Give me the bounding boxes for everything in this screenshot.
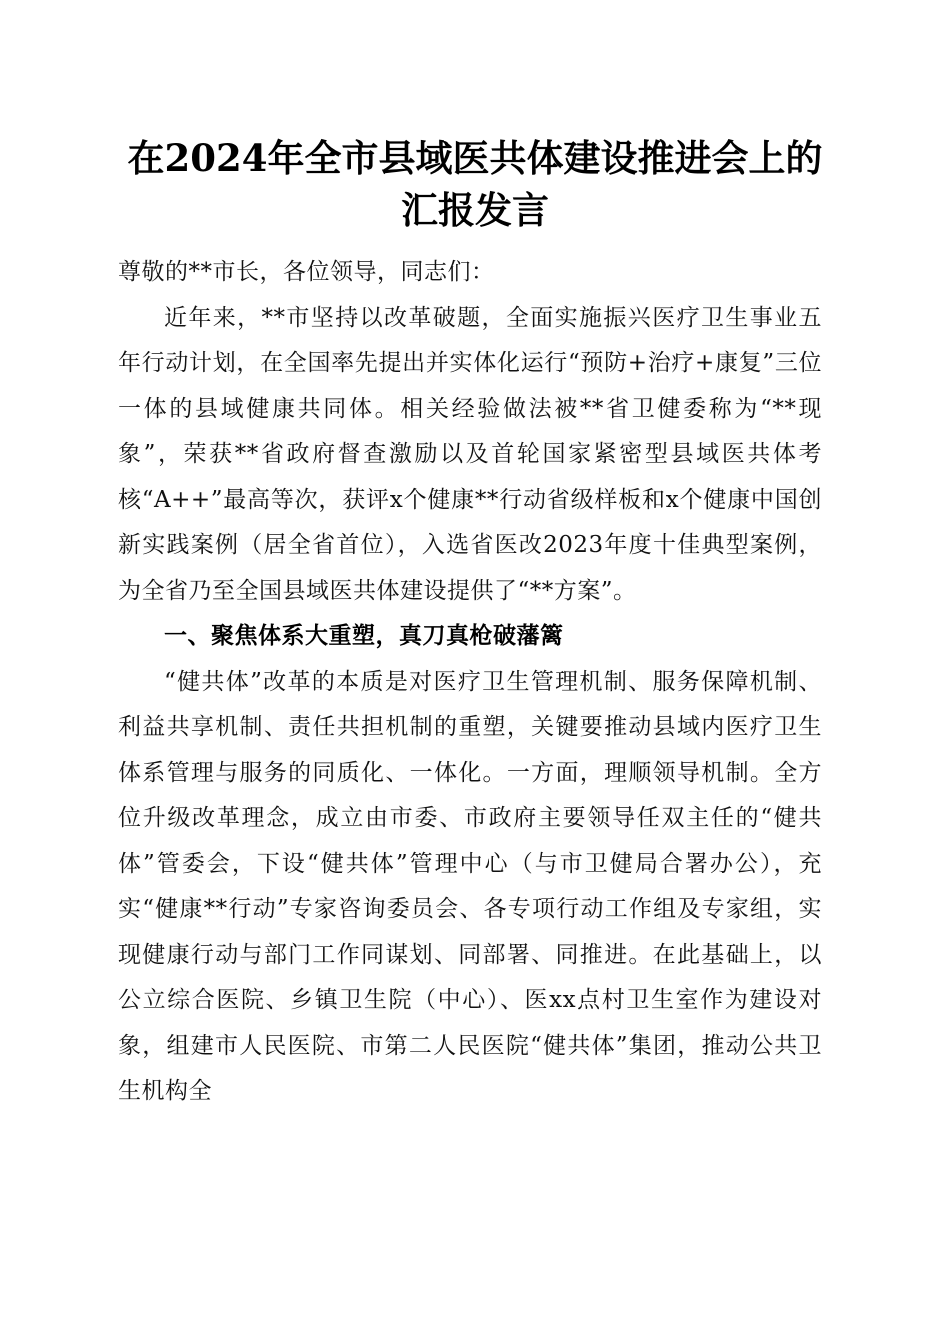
document-body	[118, 250, 822, 1115]
section-heading-1: 一、聚焦体系大重塑，真刀真枪破藩篱	[164, 623, 564, 649]
document-title: 在2024年全市县域医共体建设推进会上的汇报发言	[127, 136, 823, 232]
salutation: 尊敬的**市长，各位领导，同志们：	[118, 259, 495, 285]
section-1-paragraph: “健共体”改革的本质是对医疗卫生管理机制、服务保障机制、利益共享机制、责任共担机制的重塑，关键要推动县域内医疗卫生体系管理与服务的同质化、一体化。一方面，理顺领导机制。全方位升级改革理念，成立由市委、市政府主要领导任双主任的“健共体”管委会，下设“健共体”管理中心（与市卫健局合署办公），充实“健康**行动”专家咨询委员会、各专项行动工作组及专家组，实现健康行动与部门工作同谋划、同部署、同推进。在此基础上，以公立综合医院、乡镇卫生院（中心）、医xx点村卫生室作为建设对象，组建市人民医院、市第二人民医院“健共体”集团，推动公共卫生机构全	[118, 668, 822, 1104]
intro-paragraph: 近年来，**市坚持以改革破题，全面实施振兴医疗卫生事业五年行动计划，在全国率先提出并实体化运行“预防+治疗+康复”三位一体的县域健康共同体。相关经验做法被**省卫健委称为“**现象”，荣获**省政府督查激励以及首轮国家紧密型县域医共体考核“A++”最高等次，获评x个健康**行动省级样板和x个健康中国创新实践案例（居全省首位），入选省医改2023年度十佳典型案例，为全省乃至全国县域医共体建设提供了“**方案”。	[118, 304, 822, 604]
